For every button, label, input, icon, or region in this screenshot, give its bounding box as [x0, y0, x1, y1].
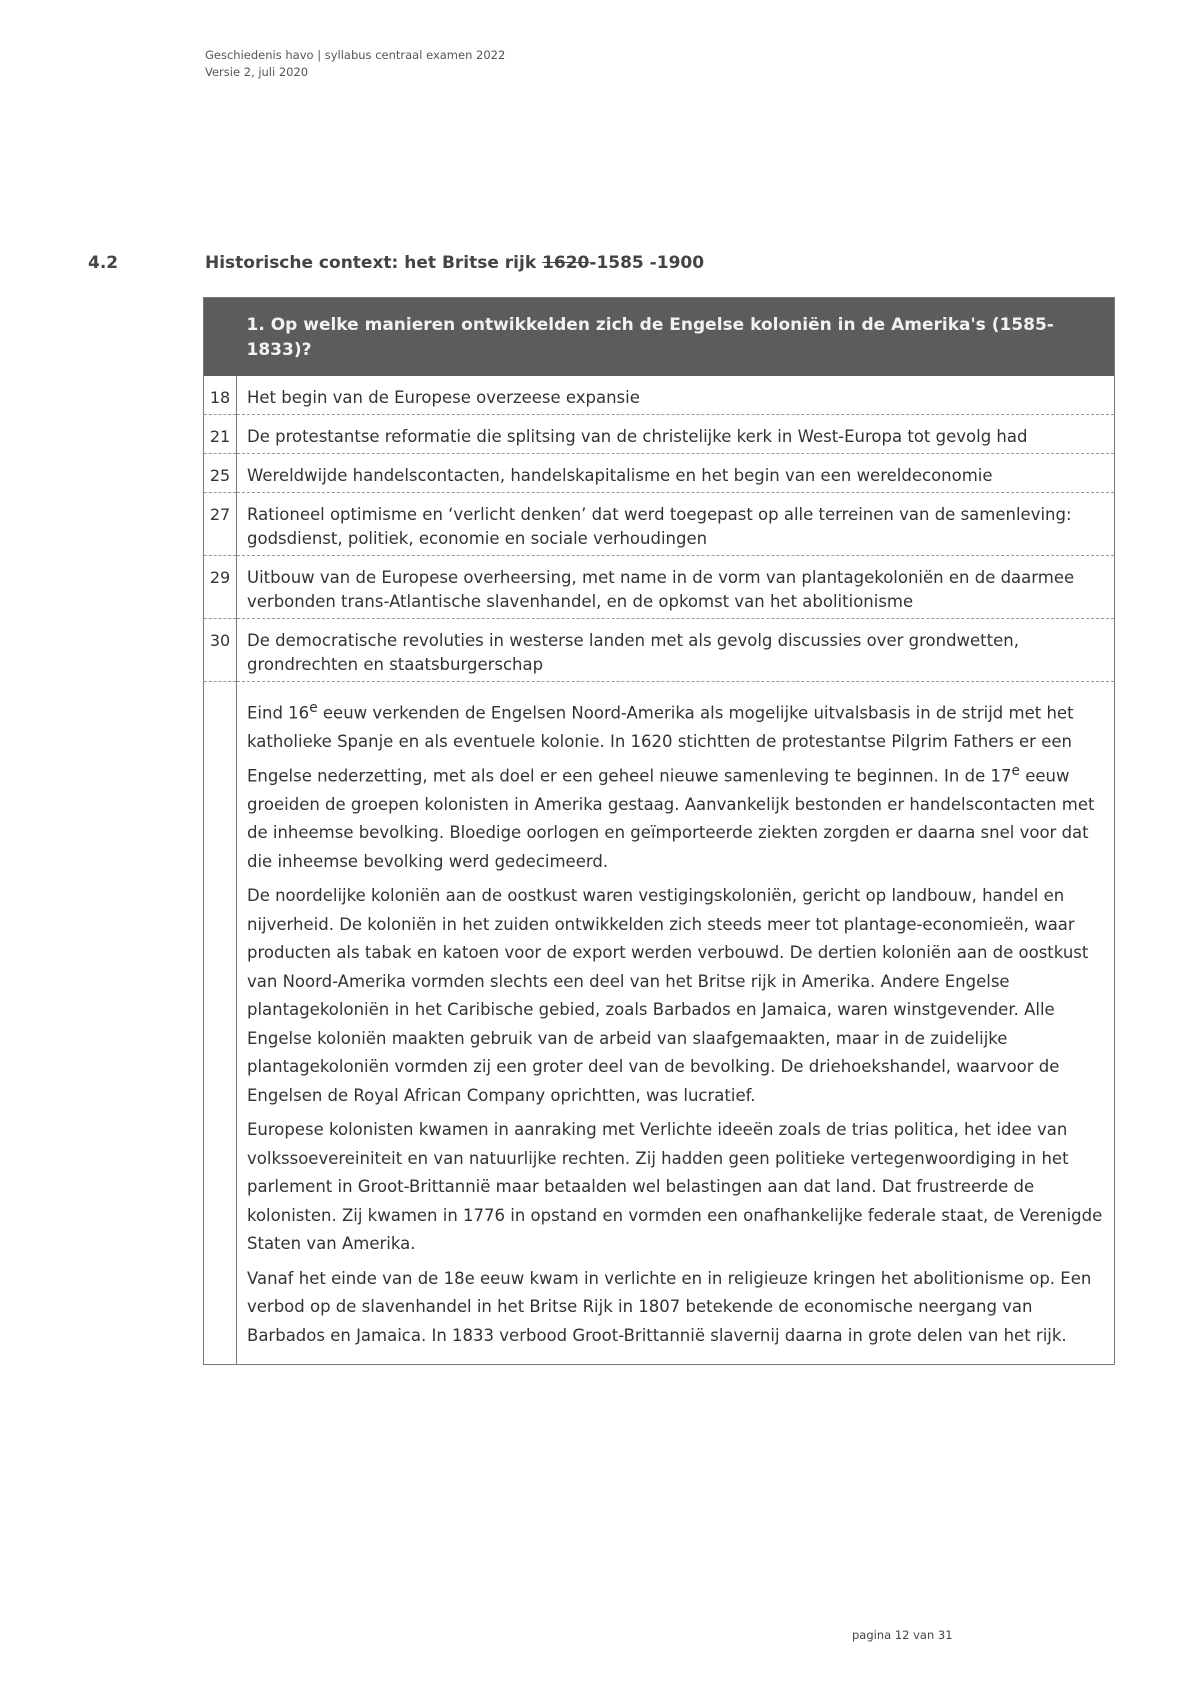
p1-part-a: Eind 16 [247, 703, 310, 723]
description-paragraph-3: Europese kolonisten kwamen in aanraking met Verlichte ideeën zoals de trias politica, het idee van volkssoevereiniteit en van natuurlijke rechten. Zij hadden geen politieke vertegenwoordiging in het parlement in Groot-Brittannië maar betaalden wel belastingen aan dat land. Dat frustreerde de kolonisten. Zij kwamen in 1776 in opstand en vormden een onafhankelijke federale staat, de Verenigde Staten van Amerika. [247, 1120, 1103, 1253]
section-title-struck: 1620 [542, 253, 590, 273]
header-blank-cell [204, 298, 237, 377]
topic-number: 30 [204, 619, 237, 682]
topic-row [204, 454, 1115, 493]
p1-superscript-2: e [1011, 762, 1020, 779]
section-number: 4.2 [88, 253, 119, 273]
topic-text: De democratische revoluties in westerse landen met als gevolg discussies over grondwetten, grondrechten en staatsburgerschap [237, 619, 1115, 682]
topic-number: 25 [204, 454, 237, 493]
section-title-suffix: -1585 -1900 [589, 253, 705, 273]
topic-text: Rationeel optimisme en ‘verlicht denken’ dat werd toegepast op alle terreinen van de samenleving: godsdienst, politiek, economie en sociale verhoudingen [237, 493, 1115, 556]
topic-text: De protestantse reformatie die splitsing van de christelijke kerk in West-Europa tot gevolg had [237, 415, 1115, 454]
topic-row [204, 376, 1115, 415]
topic-text: Wereldwijde handelscontacten, handelskapitalisme en het begin van een wereldeconomie [237, 454, 1115, 493]
topic-number: 21 [204, 415, 237, 454]
description-paragraph-4: Vanaf het einde van de 18e eeuw kwam in verlichte en in religieuze kringen het abolitionisme op. Een verbod op de slavenhandel in het Britse Rijk in 1807 betekende de economische neergang van Barbados en Jamaica. In 1833 verbood Groot-Brittannië slavernij daarna in grote delen van het rijk. [247, 1268, 1092, 1345]
topic-row [204, 619, 1115, 682]
p1-part-b: eeuw verkenden de Engelsen Noord-Amerika als mogelijke uitvalsbasis in de strijd met het katholieke Spanje en als eventuele kolonie. In 1620 stichtten de protestantse Pilgrim Fathers er een Engelse nederzetting, met als doel er een geheel nieuwe samenleving te beginnen. In de 17 [247, 703, 1074, 785]
page-header [205, 47, 505, 81]
question-header-row [204, 298, 1115, 377]
topic-text: Het begin van de Europese overzeese expansie [237, 376, 1115, 415]
topic-row [204, 556, 1115, 619]
topic-number: 27 [204, 493, 237, 556]
topic-number: 29 [204, 556, 237, 619]
description-blank-cell [204, 682, 237, 1365]
topic-row [204, 415, 1115, 454]
description-paragraph-2: De noordelijke koloniën aan de oostkust waren vestigingskoloniën, gericht op landbouw, handel en nijverheid. De koloniën in het zuiden ontwikkelden zich steeds meer tot plantage-economieën, waar producten als tabak en katoen voor de export werden verbouwd. De dertien koloniën aan de oostkust van Noord-Amerika vormden slechts een deel van het Britse rijk in Amerika. Andere Engelse plantagekoloniën in het Caribische gebied, zoals Barbados en Jamaica, waren winstgevender. Alle Engelse koloniën maakten gebruik van de arbeid van slaafgemaakten, maar in de zuidelijke plantagekoloniën vormden zij een groter deel van de bevolking. De driehoekshandel, waarvoor de Engelsen de Royal African Company oprichtten, was lucratief. [247, 886, 1089, 1105]
header-line-1: Geschiedenis havo | syllabus centraal examen 2022 [205, 48, 506, 62]
header-line-2: Versie 2, juli 2020 [205, 65, 309, 79]
topic-text: Uitbouw van de Europese overheersing, met name in de vorm van plantagekoloniën en de daarmee verbonden trans-Atlantische slavenhandel, en de opkomst van het abolitionisme [237, 556, 1115, 619]
context-table [203, 297, 1115, 1365]
p1-part-c: eeuw groeiden de groepen kolonisten in Amerika gestaag. Aanvankelijk bestonden er handelscontacten met de inheemse bevolking. Bloedige oorlogen en geïmporteerde ziekten zorgden er daarna snel voor dat die inheemse bevolking werd gedecimeerd. [247, 766, 1095, 871]
page-footer: pagina 12 van 31 [852, 1628, 953, 1642]
section-title [205, 253, 704, 273]
description-row [204, 682, 1115, 1365]
topic-number: 18 [204, 376, 237, 415]
description-paragraph-1 [247, 694, 1106, 876]
topic-row [204, 493, 1115, 556]
p1-superscript-1: e [309, 700, 318, 716]
question-header: 1. Op welke manieren ontwikkelden zich de Engelse koloniën in de Amerika's (1585-1833)? [237, 298, 1115, 377]
section-title-prefix: Historische context: het Britse rijk [205, 253, 543, 273]
description-cell [237, 682, 1115, 1365]
